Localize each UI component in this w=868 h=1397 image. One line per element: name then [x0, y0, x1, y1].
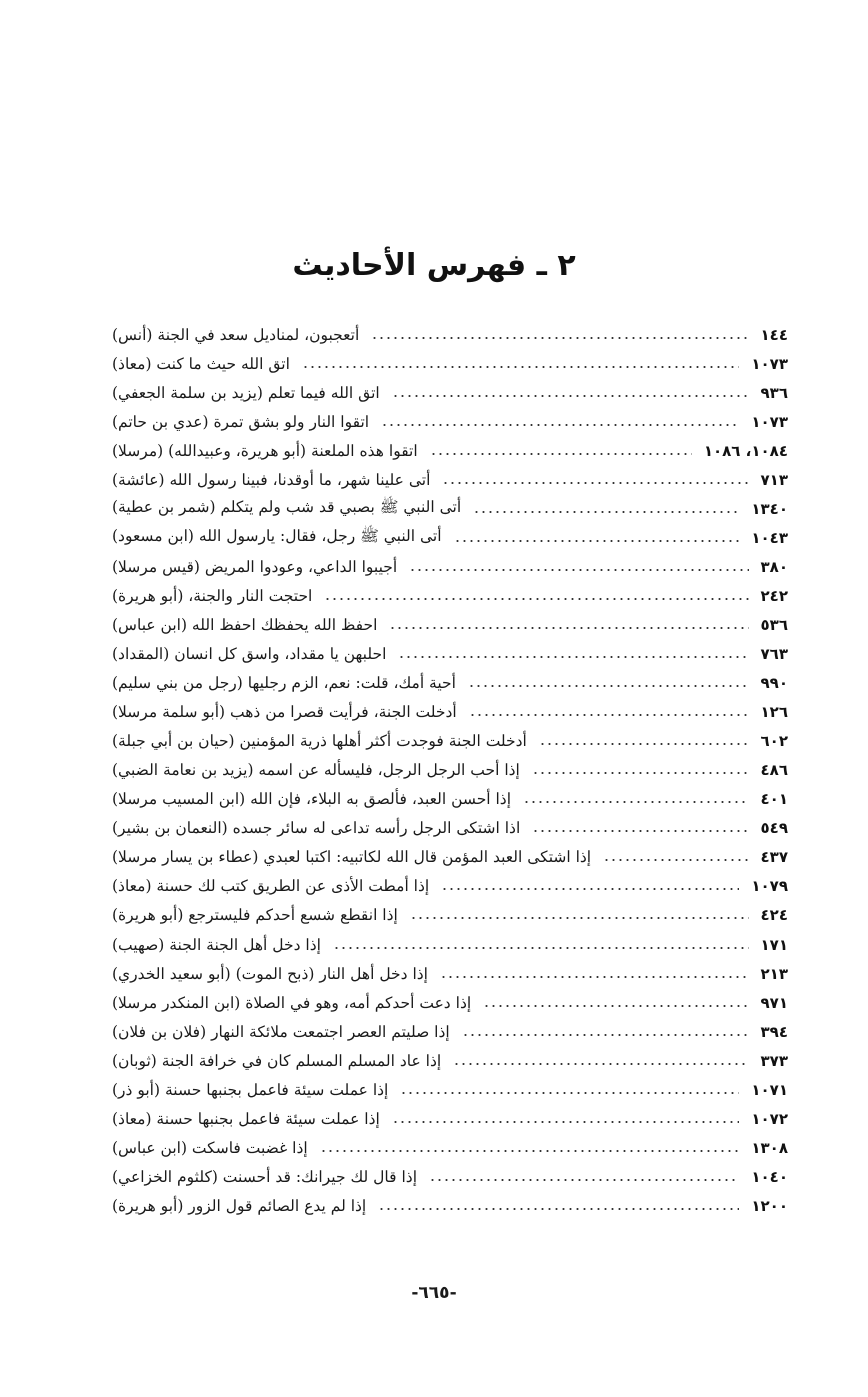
index-entry: [112, 959, 788, 988]
entry-text: إذا أحب الرجل الرجل، فليسأله عن اسمه (يزيد بن نعامة الضبي): [112, 761, 520, 780]
entry-text: إذا صليتم العصر اجتمعت ملائكة النهار (فلان بن فلان): [112, 1022, 450, 1041]
index-entry: [112, 814, 788, 843]
entry-text: أدخلت الجنة فوجدت أكثر أهلها ذرية المؤمنين (حيان بن أبي جبلة): [112, 732, 527, 751]
entry-text: أحية أمك، قلت: نعم، الزم رجليها (رجل من بني سليم): [112, 674, 456, 693]
entry-text: اتقوا هذه الملعنة (أبو هريرة، وعبيدالله) (مرسلا): [112, 441, 418, 460]
dot-leader: [400, 1092, 739, 1094]
dot-leader: [381, 424, 739, 426]
index-entry: [112, 930, 788, 959]
entry-page-ref: ٤٢٤: [760, 906, 788, 925]
dot-leader: [454, 540, 740, 542]
dot-leader: [473, 511, 739, 513]
entry-page-ref: ٩٧١: [760, 993, 788, 1012]
index-entry: [112, 988, 788, 1017]
index-entry: [112, 1017, 788, 1046]
index-entry: [112, 436, 788, 465]
index-entry: [112, 1162, 788, 1191]
page-number: -٦٦٥-: [411, 1283, 457, 1303]
index-entry: [112, 872, 788, 901]
entry-page-ref: ١٠٧١: [751, 1080, 788, 1099]
entry-text: إذا أحسن العبد، فألصق به البلاء، فإن الله (ابن المسيب مرسلا): [112, 790, 512, 809]
index-entry: [112, 1046, 788, 1075]
dot-leader: [324, 598, 748, 600]
dot-leader: [441, 888, 739, 890]
entry-page-ref: ١٢٦: [760, 703, 788, 722]
dot-leader: [389, 627, 748, 629]
entry-page-ref: ١٠٤٣: [751, 528, 788, 547]
entry-page-ref: ٥٤٩: [760, 819, 788, 838]
entry-text: اتق الله حيث ما كنت (معاذ): [112, 354, 290, 373]
entry-page-ref: ١٢٠٠: [751, 1196, 788, 1215]
entry-text: إذا قال لك جيرانك: قد أحسنت (كلثوم الخزاعي): [112, 1167, 418, 1186]
entry-page-ref: ٣٩٤: [760, 1022, 788, 1041]
entry-text: أتى علينا شهر، ما أوقدنا، فبينا رسول الله (عائشة): [112, 470, 431, 489]
dot-leader: [469, 714, 749, 716]
index-entry: [112, 785, 788, 814]
entry-text: اتقوا النار ولو بشق تمرة (عدي بن حاتم): [112, 412, 370, 431]
entry-page-ref: ٢١٣: [760, 964, 788, 983]
index-entry: [112, 1104, 788, 1133]
hadith-index-list: [112, 320, 788, 1220]
entry-text: إذا دخل أهل الجنة الجنة (صهيب): [112, 935, 321, 954]
dot-leader: [430, 453, 692, 455]
index-entry: [112, 756, 788, 785]
index-entry: [112, 843, 788, 872]
entry-text: إذا غضبت فاسكت (ابن عباس): [112, 1138, 308, 1157]
entry-page-ref: ٦٠٢: [760, 732, 788, 751]
entry-text: اتق الله فيما تعلم (يزيد بن سلمة الجعفي): [112, 383, 380, 402]
entry-text: احتجت النار والجنة، (أبو هريرة): [112, 586, 313, 605]
entry-text: إذا عاد المسلم المسلم كان في خرافة الجنة (ثوبان): [112, 1051, 442, 1070]
entry-text: إذا عملت سيئة فاعمل بجنبها حسنة (أبو ذر): [112, 1080, 389, 1099]
entry-page-ref: ١٠٧٩: [751, 877, 788, 896]
entry-text: أتى النبي ﷺ بصبي قد شب ولم يتكلم (شمر بن عطية): [112, 498, 462, 517]
entry-text: اذا اشتكى الرجل رأسه تداعى له سائر جسده (النعمان بن بشير): [112, 819, 521, 838]
dot-leader: [320, 1150, 740, 1152]
entry-page-ref: ٧١٣: [760, 470, 788, 489]
dot-leader: [392, 1121, 740, 1123]
entry-page-ref: ٩٣٦: [760, 383, 788, 402]
dot-leader: [462, 1034, 749, 1036]
dot-leader: [539, 743, 749, 745]
index-entry: [112, 610, 788, 639]
entry-page-ref: ٣٧٣: [760, 1051, 788, 1070]
index-entry: [112, 901, 788, 930]
entry-page-ref: ١٤٤: [760, 325, 788, 344]
dot-leader: [442, 482, 748, 484]
index-entry: [112, 1075, 788, 1104]
index-entry: [112, 669, 788, 698]
index-entry: [112, 407, 788, 436]
entry-page-ref: ٤٨٦: [760, 761, 788, 780]
dot-leader: [409, 569, 748, 571]
entry-page-ref: ٤٠١: [760, 790, 788, 809]
entry-text: إذا اشتكى العبد المؤمن قال الله لكاتبيه: اكتبا لعبدي (عطاء بن يسار مرسلا): [112, 848, 592, 867]
page-title: ٢ ـ فهرس الأحاديث: [292, 248, 576, 283]
dot-leader: [603, 859, 748, 861]
dot-leader: [483, 1005, 748, 1007]
entry-text: احلبهن يا مقداد، واسق كل انسان (المقداد): [112, 645, 387, 664]
entry-text: إذا انقطع شسع أحدكم فليسترجع (أبو هريرة): [112, 906, 398, 925]
index-entry: [112, 465, 788, 494]
entry-page-ref: ٤٣٧: [760, 848, 788, 867]
dot-leader: [302, 366, 739, 368]
dot-leader: [532, 830, 748, 832]
index-entry: [112, 640, 788, 669]
entry-page-ref: ١٠٨٤، ١٠٨٦: [703, 441, 788, 460]
entry-text: احفظ الله يحفظك احفظ الله (ابن عباس): [112, 615, 378, 634]
index-entry: [112, 494, 788, 523]
dot-leader: [410, 917, 749, 919]
dot-leader: [532, 772, 749, 774]
entry-page-ref: ١٠٧٢: [751, 1109, 788, 1128]
entry-page-ref: ١٣٠٨: [751, 1138, 788, 1157]
entry-page-ref: ١٠٤٠: [751, 1167, 788, 1186]
index-entry: [112, 349, 788, 378]
entry-page-ref: ١٣٤٠: [751, 499, 788, 518]
dot-leader: [453, 1063, 748, 1065]
entry-page-ref: ٥٣٦: [760, 615, 788, 634]
entry-text: أتى النبي ﷺ رجل، فقال: يارسول الله (ابن مسعود): [112, 527, 442, 546]
entry-text: أتعجبون، لمناديل سعد في الجنة (أنس): [112, 325, 360, 344]
entry-text: أدخلت الجنة، فرأيت قصرا من ذهب (أبو سلمة مرسلا): [112, 703, 457, 722]
entry-text: إذا عملت سيئة فاعمل بجنبها حسنة (معاذ): [112, 1109, 380, 1128]
entry-page-ref: ٩٩٠: [760, 674, 788, 693]
index-entry: [112, 1133, 788, 1162]
entry-page-ref: ١٠٧٣: [751, 354, 788, 373]
entry-page-ref: ١٧١: [760, 935, 788, 954]
dot-leader: [440, 976, 749, 978]
dot-leader: [392, 395, 749, 397]
entry-page-ref: ٢٤٢: [760, 586, 788, 605]
dot-leader: [398, 656, 748, 658]
dot-leader: [468, 685, 749, 687]
dot-leader: [371, 337, 748, 339]
index-entry: [112, 698, 788, 727]
entry-page-ref: ٧٦٣: [760, 645, 788, 664]
dot-leader: [333, 947, 749, 949]
dot-leader: [378, 1208, 739, 1210]
index-entry: [112, 581, 788, 610]
entry-text: أجيبوا الداعي، وعودوا المريض (قيس مرسلا): [112, 557, 398, 576]
index-entry: [112, 1191, 788, 1220]
entry-page-ref: ٣٨٠: [760, 557, 788, 576]
entry-text: إذا لم يدع الصائم قول الزور (أبو هريرة): [112, 1196, 367, 1215]
dot-leader: [523, 801, 749, 803]
dot-leader: [429, 1179, 739, 1181]
index-entry: [112, 552, 788, 581]
index-entry: [112, 523, 788, 552]
index-entry: [112, 378, 788, 407]
entry-text: إذا دخل أهل النار (ذبح الموت) (أبو سعيد الخدري): [112, 964, 428, 983]
entry-page-ref: ١٠٧٣: [751, 412, 788, 431]
entry-text: إذا دعت أحدكم أمه، وهو في الصلاة (ابن المنكدر مرسلا): [112, 993, 472, 1012]
entry-text: إذا أمطت الأذى عن الطريق كتب لك حسنة (معاذ): [112, 877, 430, 896]
index-entry: [112, 320, 788, 349]
index-entry: [112, 727, 788, 756]
